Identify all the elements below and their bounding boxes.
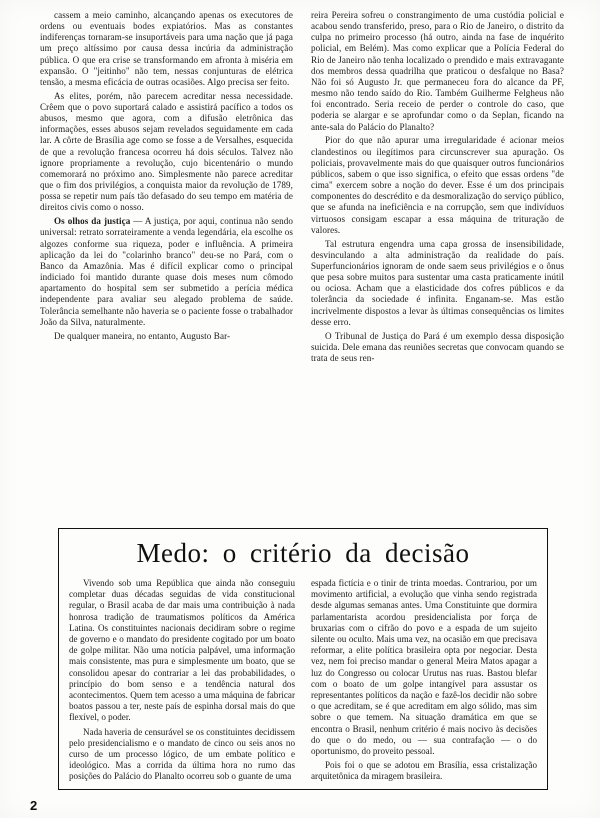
page-number: 2 [30, 798, 38, 813]
feature-title: Medo: o critério da decisão [136, 538, 470, 568]
feature-box [58, 528, 548, 790]
paragraph: reira Pereira sofreu o constrangimento de uma custódia policial e acabou sendo transferido, preso, para o Rio de Janeiro, o distrito da culpa no primeiro processo (há outro, ainda na fase de inquérito policial, em Belém). Mas como explicar que a Polícia Federal do Rio de Janeiro não tenha localizado o prendido e mais extravagante dos membros dessa quadrilha que praticou o desfalque no Basa? Não foi só Augusto Jr. que permaneceu fora do alcance da PF, mesmo não tendo saído do Rio. Também Guilherme Felgheus não foi encontrado. Seria receio de perder o controle do caso, que poderia se alargar e se aprofundar como o da Seplan, ficando na ante-sala do Palácio do Planalto? [311, 10, 564, 132]
paragraph: As elites, porém, não parecem acreditar nessa necessidade. Crêem que o povo suportará calado e assistirá pacífico a todos os abusos, mesmo que agora, com a difusão eletrônica das informações, esses abusos sejam revelados seguidamente em cada lar. A côrte de Brasília age como se fosse a de Versalhes, esquecida de que a revolução francesa ocorreu há dois séculos. Talvez não ignore propriamente a revolução, cujo bicentenário o mundo comemorará no próximo ano. Simplesmente não parece acreditar que o fim dos privilégios, a conquista maior da revolução de 1789, possa se repetir num país tão defasado do seu tempo em matéria de direitos civis como o nosso. [40, 90, 293, 213]
paragraph: Tal estrutura engendra uma capa grossa de insensibilidade, desvinculando a alta administração da realidade do país. Superfuncionários ignoram de onde saem seus privilégios e o ônus que pesa sobre muitos para sustentar uma casta praticamente inútil ou ociosa. Acham que a elasticidade dos cofres públicos e da tolerância da sociedade é infinita. Enganam-se. Mas estão incrivelmente dispostos a levar às últimas consequências os limites desse erro. [311, 238, 564, 327]
paragraph: Pior do que não apurar uma irregularidade é acionar meios clandestinos ou ilegítimos para circunscrever sua apuração. Os policiais, provavelmente mais do que quaisquer outros funcionários públicos, sabem o que isso significa, o efeito que essas ordens "de cima" exercem sobre a noção do dever. Esse é um dos principais componentes do descrédito e da desmoralização do serviço público, que se afunda na ineficiência e na corrupção, sem que indivíduos virtuosos consigam escapar a essa máquina de trituração de valores. [311, 135, 564, 235]
paragraph: Pois foi o que se adotou em Brasília, essa cristalização arquitetônica da miragem brasileira. [311, 760, 537, 782]
paragraph: De qualquer maneira, no entanto, Augusto Bar- [54, 330, 231, 341]
feature-left-column [69, 578, 295, 785]
feature-columns [69, 578, 537, 785]
paragraph: espada fictícia e o tinir de trinta moedas. Contrariou, por um movimento artificial, a evolução que vinha sendo registrada desde algumas semanas antes. Uma Constituinte que dormira parlamentarista acordou presidencialista por força de bruxarias com o cifrão do povo e a espada de um sujeito silente ou oculto. Mais uma vez, na ocasião em que precisava reformar, a elite política brasileira opta por negociar. Desta vez, nem foi preciso mandar o general Meira Matos apagar a luz do Congresso ou colocar Urutus nas ruas. Bastou blefar com o boato de um golpe intangível para assustar os representantes políticos da nação e fazê-los decidir não sobre o que acreditam, se é que acreditam em algo sólido, mas sim sobre o que temem. Na situação dramática em que se encontra o Brasil, nenhum critério é mais nocivo às decisões do que o do medo, ou — sua contrafação — o do oportunismo, do proveito pessoal. [311, 578, 537, 757]
paragraph: cassem a meio caminho, alcançando apenas os executores de ordens ou eventuais bodes expiatórios. Mas as constantes indiferenças tornaram-se insuportáveis para uma nação que já paga um preço altíssimo por causa dessa incúria da administração pública. O que era crise se transformando em afronta à miséria em expansão. O "jeitinho" não tem, nessas conjunturas de elétrica tensão, a mesma eficácia de outras ocasiões. Algo precisa ser feito. [40, 10, 293, 87]
paragraph: O Tribunal de Justiça do Pará é um exemplo dessa disposição suicida. Dele emana das reuniões secretas que convocam quando se trata de seus ren- [311, 330, 564, 363]
paragraph: Vivendo sob uma República que ainda não conseguiu completar duas décadas seguidas de vida constitucional regular, o Brasil acaba de dar mais uma contribuição à nada honrosa tradição de traumatismos políticos da América Latina. Os constituintes nacionais decidiram sobre o regime de governo e o mandato do presidente cogitado por um boato de golpe militar. Não uma notícia palpável, uma informação mais consistente, mas pura e simplesmente um boato, que se consolidou apesar do contrariar a lei das probabilidades, o princípio do bom senso e a tendência natural dos acontecimentos. Quem tem acesso a uma máquina de fabricar boatos passou a ter, neste país de espinha dorsal mais do que flexível, o poder. [69, 578, 295, 723]
feature-right-column [311, 578, 537, 785]
top-article [40, 10, 565, 367]
top-article-left-column [40, 10, 293, 367]
top-article-right-column [311, 10, 564, 367]
paragraph: Nada haveria de censurável se os constituintes decidissem pelo presidencialismo e o mandato de cinco ou seis anos no curso de um processo lógico, de um embate político e ideológico. Mas a corrida da última hora no rumo das posições do Palácio do Planalto ocorreu sob o guante de uma [69, 726, 295, 782]
paragraph: Os olhos da justiça — A justiça, por aqui, continua não sendo universal: retrato sorrateiramente a venda legendária, ela escolhe os algozes conforme sua riqueza, poder e influência. A primeira aplicação da lei do "colarinho branco" deu-se no Pará, com o Banco da Amazônia. Mas é difícil explicar como o principal indiciado foi mantido durante quase dois meses num cômodo apartamento do hospital sem ser submetido a perícia médica independente para avaliar seu alegado problema de saúde. Tolerância semelhante não haveria se o paciente fosse o trabalhador João da Silva, naturalmente. [40, 216, 293, 327]
